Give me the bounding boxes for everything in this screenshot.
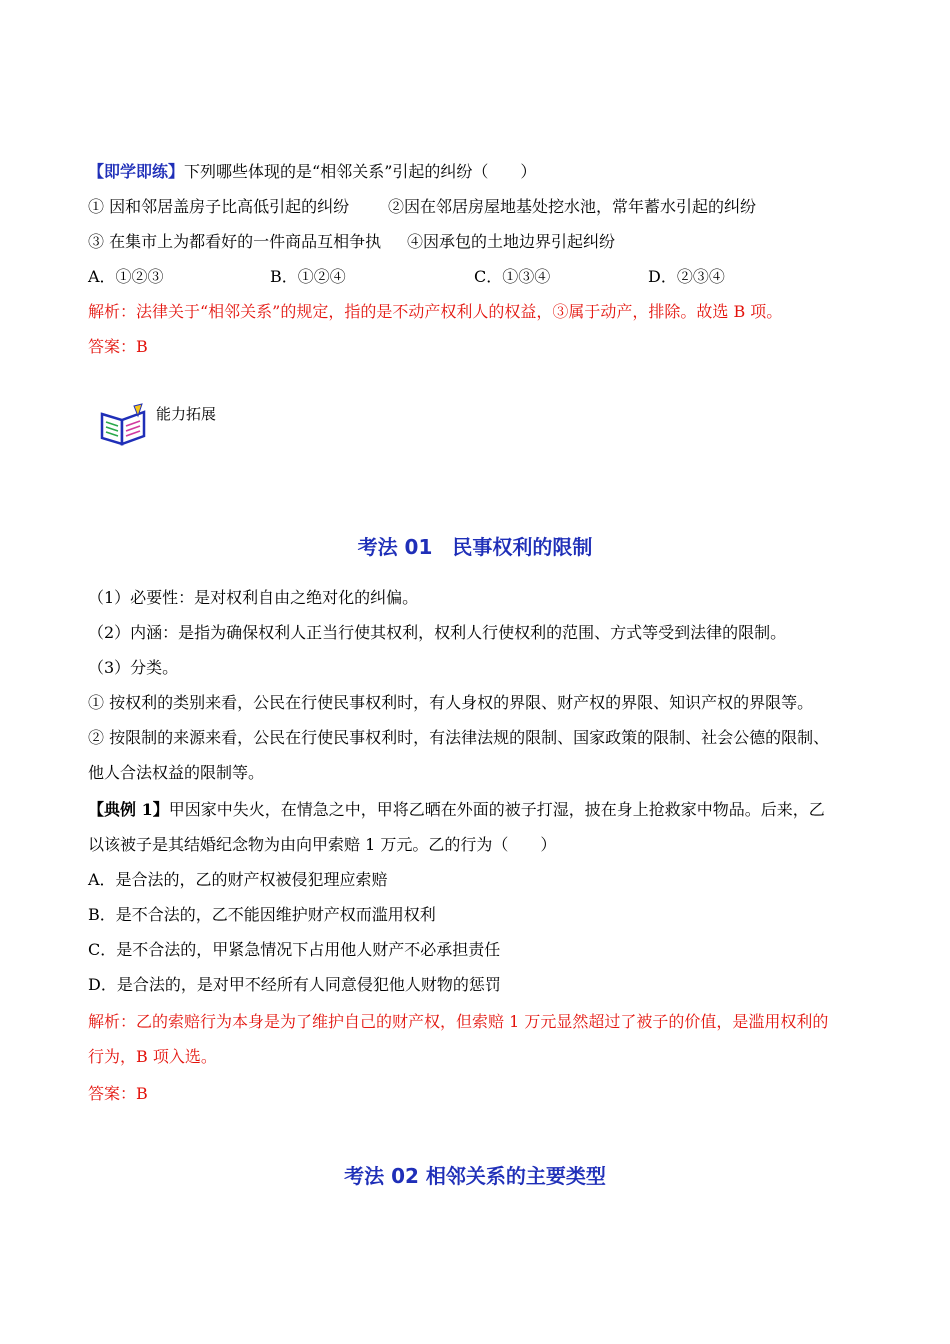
section-1-paragraph-2: （2）内涵：是指为确保权利人正当行使其权利，权利人行使权利的范围、方式等受到法律的限制。 — [88, 623, 787, 642]
section-2-title: 考法 02 相邻关系的主要类型 — [344, 1164, 606, 1188]
practice-question-line — [88, 162, 536, 182]
example-1-option-d: D．是合法的，是对甲不经所有人同意侵犯他人财物的惩罚 — [88, 975, 501, 994]
example-1-option-c: C．是不合法的，甲紧急情况下占用他人财产不必承担责任 — [88, 940, 501, 959]
practice-item-3: ③ 在集市上为都看好的一件商品互相争执 — [88, 232, 382, 251]
example-1-tag: 【典例 1】 — [88, 800, 169, 819]
practice-analysis: 解析：法律关于“相邻关系”的规定，指的是不动产权利人的权益，③属于动产，排除。故选 B 项。 — [88, 302, 783, 321]
practice-option-d: D．②③④ — [648, 267, 725, 286]
practice-option-b: B．①②④ — [270, 267, 346, 286]
example-1-option-a: A．是合法的，乙的财产权被侵犯理应索赔 — [88, 870, 388, 889]
ability-extension-label: 能力拓展 — [156, 405, 217, 423]
practice-item-1: ① 因和邻居盖房子比高低引起的纠纷 — [88, 197, 350, 216]
practice-item-2: ②因在邻居房屋地基处挖水池，常年蓄水引起的纠纷 — [388, 197, 757, 216]
example-1-line-a — [88, 800, 825, 820]
practice-tag: 【即学即练】 — [88, 162, 185, 181]
example-1-answer: 答案：B — [88, 1084, 148, 1103]
practice-answer: 答案：B — [88, 337, 148, 356]
practice-question: 下列哪些体现的是“相邻关系”引起的纠纷（ ） — [184, 162, 537, 181]
section-1-title: 考法 01 民事权利的限制 — [357, 535, 593, 559]
section-1-paragraph-5a: ② 按限制的来源来看，公民在行使民事权利时，有法律法规的限制、国家政策的限制、社会公德的限制、 — [88, 728, 830, 747]
practice-item-4: ④因承包的土地边界引起纠纷 — [407, 232, 616, 251]
section-1-paragraph-4: ① 按权利的类别来看，公民在行使民事权利时，有人身权的界限、财产权的界限、知识产权的界限等。 — [88, 693, 814, 712]
example-1-option-b: B．是不合法的，乙不能因维护财产权而滥用权利 — [88, 905, 436, 924]
example-1-analysis-a: 解析：乙的索赔行为本身是为了维护自己的财产权，但索赔 1 万元显然超过了被子的价值，是滥用权利的 — [88, 1012, 829, 1031]
section-1-paragraph-3: （3）分类。 — [88, 658, 179, 677]
ability-extension-block — [98, 400, 338, 450]
example-1-text-b: 以该被子是其结婚纪念物为由向甲索赔 1 万元。乙的行为（ ） — [88, 835, 557, 854]
open-book-icon — [98, 402, 150, 448]
example-1-text-a: 甲因家中失火，在情急之中，甲将乙晒在外面的被子打湿，披在身上抢救家中物品。后来，乙 — [168, 800, 825, 819]
section-1-paragraph-1: （1）必要性：是对权利自由之绝对化的纠偏。 — [88, 588, 419, 607]
section-1-paragraph-5b: 他人合法权益的限制等。 — [88, 763, 265, 782]
practice-option-c: C．①③④ — [474, 267, 551, 286]
practice-option-a: A．①②③ — [88, 267, 164, 286]
example-1-analysis-b: 行为，B 项入选。 — [88, 1047, 217, 1066]
practice-items-row-1 — [88, 197, 349, 217]
